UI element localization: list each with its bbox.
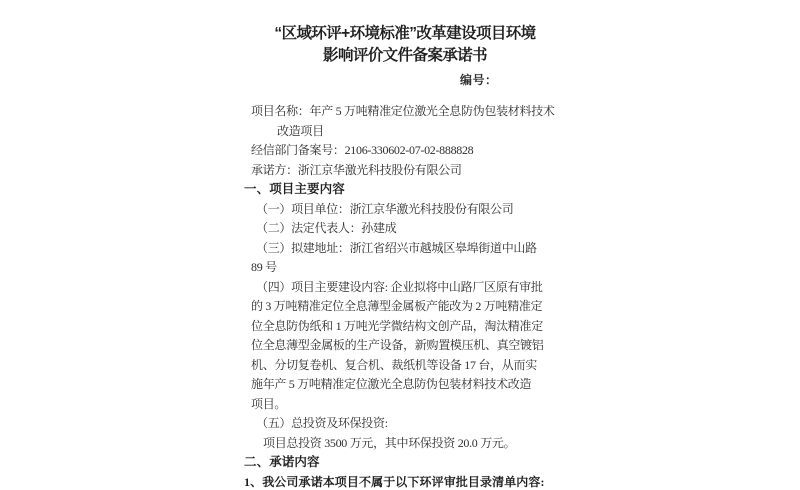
document-title-line-1: “区域环评+环境标准”改革建设项目环境 [274,25,536,42]
document-line: 项目。 [251,396,287,411]
document-line: 1、我公司承诺本项目不属于以下环评审批目录清单内容: [244,474,545,489]
document-line: （二）法定代表人：孙建成 [256,221,397,235]
document-line: 项目总投资 3500 万元，其中环保投资 20.0 万元。 [263,435,516,450]
serial-number-label: 编号： [460,73,498,87]
document-title [244,23,566,67]
document-line: （一）项目单位：浙江京华激光科技股份有限公司 [256,201,514,216]
document-line: （四）项目主要建设内容: 企业拟将中山路厂区原有审批 [256,279,543,294]
document-line: 二、承诺内容 [244,455,320,469]
document-line: 一、项目主要内容 [244,182,345,196]
document-line: 机、分切复卷机、复合机、裁纸机等设备 17 台，从而实 [251,357,537,372]
document-line: 89 号 [251,260,277,274]
document-line: 位全息防伪纸和 1 万吨光学微结构文创产品，淘汰精准定 [251,318,543,333]
document-line: （五）总投资及环保投资: [256,416,388,430]
document-line: 的 3 万吨精准定位全息薄型金属板产能改为 2 万吨精准定 [251,299,543,313]
document-line: 施年产 5 万吨精准定位激光全息防伪包装材料技术改造 [251,377,532,391]
document-line: 承诺方：浙江京华激光科技股份有限公司 [251,162,462,177]
document-line: 位全息薄型金属板的生产设备，新购置模压机、真空镀铝 [251,338,544,352]
document-line: 项目名称：年产 5 万吨精准定位激光全息防伪包装材料技术 [251,104,555,118]
document-title-line-2: 影响评价文件备案承诺书 [323,47,487,64]
document-line: （三）拟建地址：浙江省绍兴市越城区皋埠街道中山路 [256,240,537,255]
document-line: 改造项目 [277,123,324,138]
document-content-column [244,0,566,490]
document-line: 经信部门备案号：2106-330602-07-02-888828 [251,143,474,157]
document-body [244,102,566,490]
